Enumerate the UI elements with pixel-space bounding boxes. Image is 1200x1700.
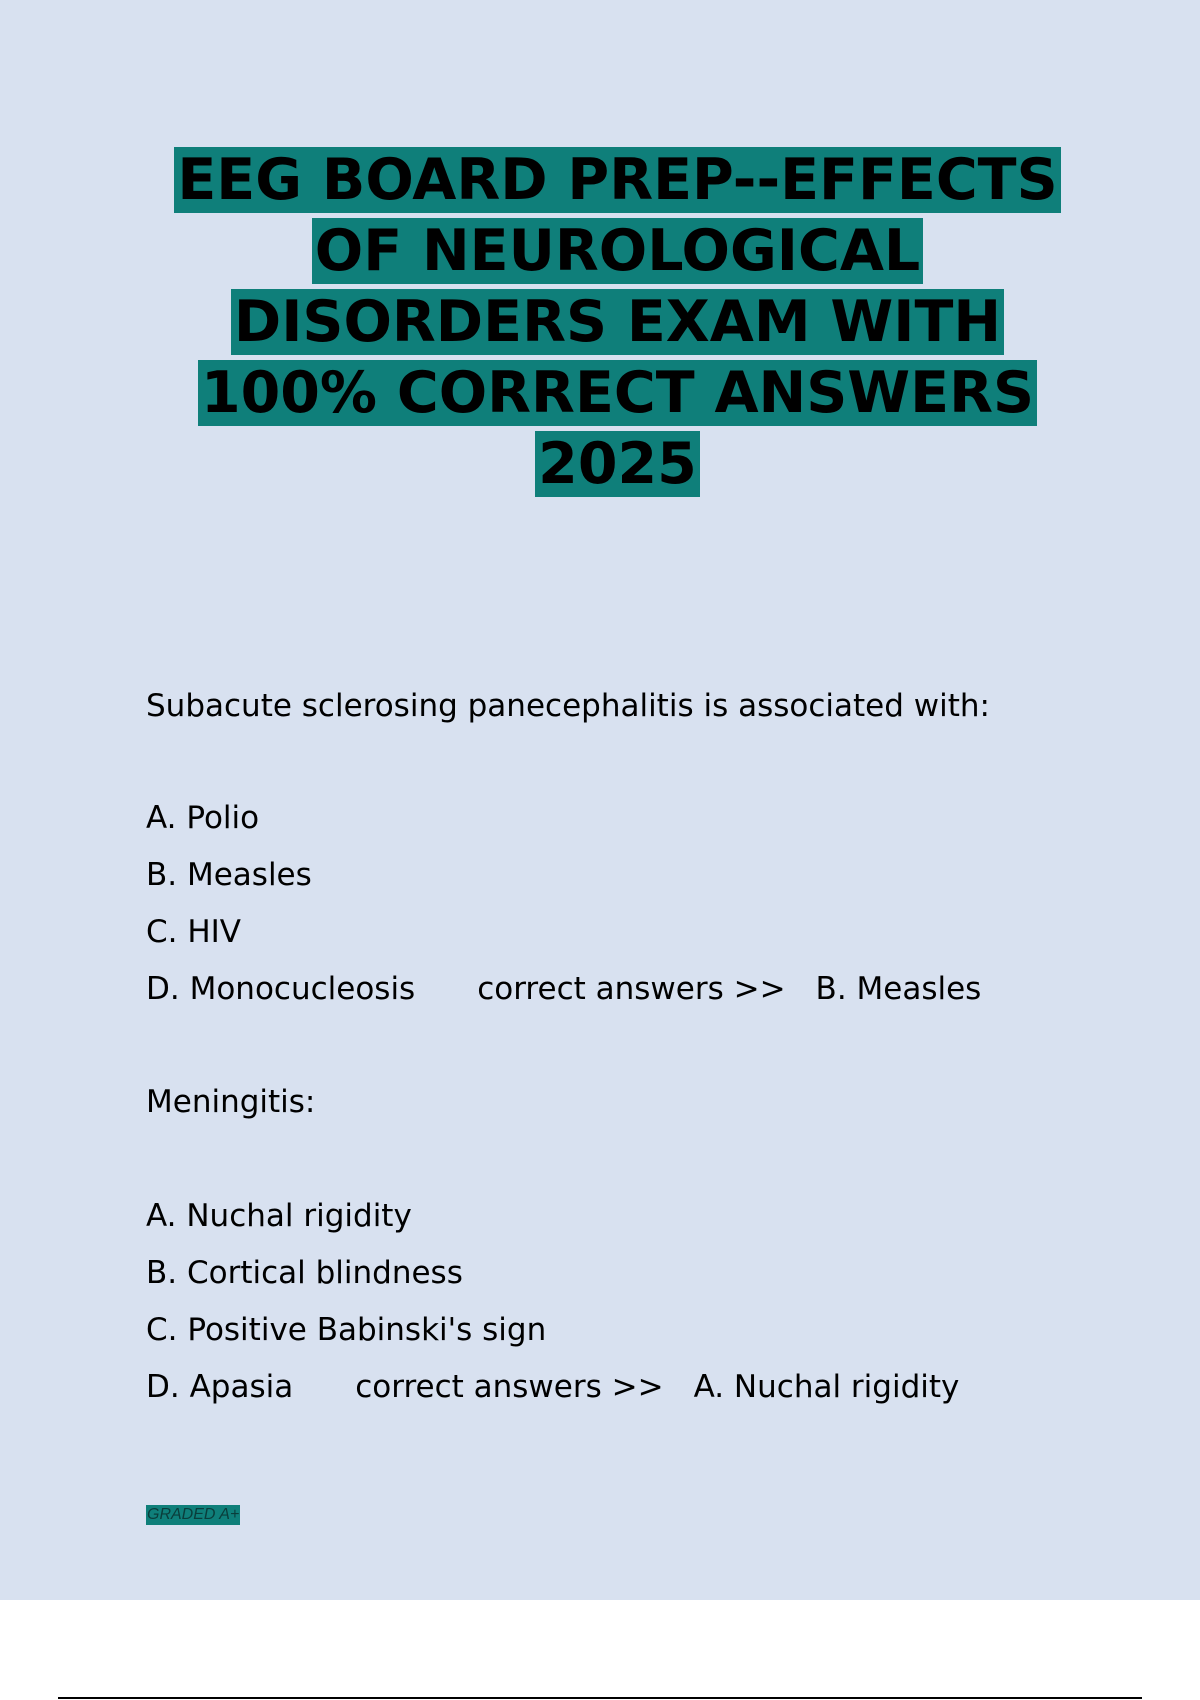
question-1-option-a: A. Polio [146, 800, 260, 836]
question-2-answer-label: correct answers >> [355, 1369, 664, 1405]
question-1-option-d: D. Monocucleosis [146, 971, 416, 1007]
question-2-answer: A. Nuchal rigidity [693, 1369, 960, 1405]
title-line: OF NEUROLOGICAL [312, 218, 924, 284]
graded-badge: GRADED A+ [147, 1506, 240, 1523]
title-line: 100% CORRECT ANSWERS [198, 360, 1037, 426]
question-1-option-d-row [146, 969, 981, 1009]
footer-divider [58, 1697, 1142, 1699]
question-1-answer-label: correct answers >> [477, 971, 786, 1007]
question-2-option-c: C. Positive Babinski's sign [146, 1312, 547, 1348]
title-line: DISORDERS EXAM WITH [231, 289, 1004, 355]
title-line: 2025 [535, 431, 700, 497]
question-1-answer: B. Measles [815, 971, 982, 1007]
question-1-option-c: C. HIV [146, 914, 242, 950]
question-2-option-a: A. Nuchal rigidity [146, 1198, 412, 1234]
question-1-prompt: Subacute sclerosing panecephalitis is associated with: [146, 688, 990, 724]
document-title [120, 145, 1115, 500]
title-line: EEG BOARD PREP--EFFECTS [174, 147, 1060, 213]
question-2-option-b: B. Cortical blindness [146, 1255, 463, 1291]
question-2-prompt: Meningitis: [146, 1084, 316, 1120]
question-1-option-b: B. Measles [146, 857, 312, 893]
question-2-option-d-row [146, 1367, 959, 1407]
question-2-option-d: D. Apasia [146, 1369, 294, 1405]
